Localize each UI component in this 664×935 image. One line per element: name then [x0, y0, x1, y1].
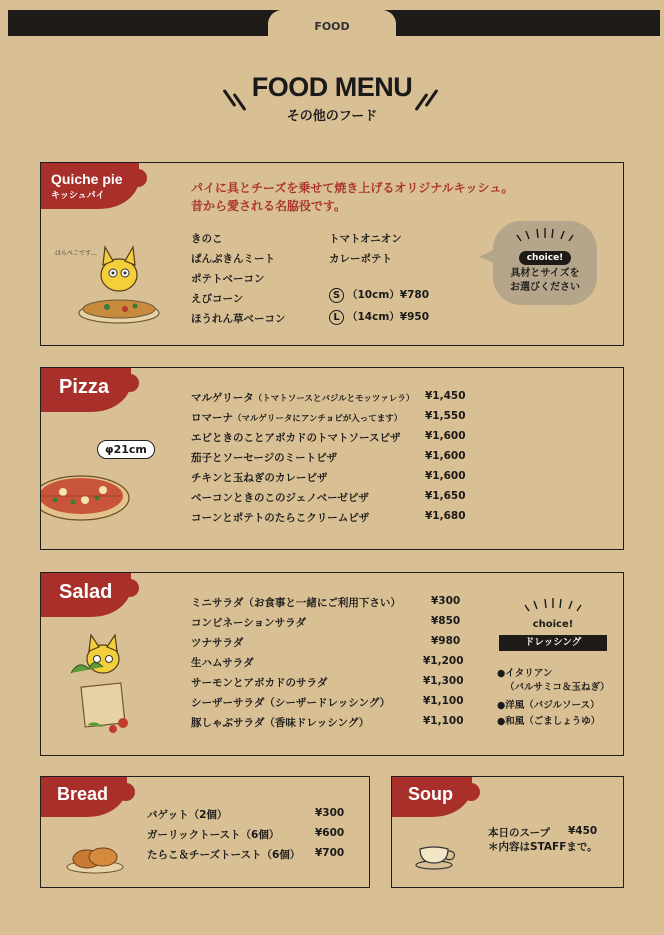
sparkle-lines-icon: [523, 597, 583, 613]
quiche-sketch-note: はらぺこです…: [55, 250, 98, 257]
quiche-size-s: [329, 287, 429, 303]
quiche-choice-bubble: [493, 221, 597, 305]
quiche-item: きのこ: [191, 233, 223, 245]
salad-badge: Salad: [41, 573, 131, 617]
salad-cat-illustration: [57, 633, 157, 743]
pizza-item: エビときのことアボカドのトマトソースピザ: [191, 432, 401, 444]
menu-title-block: [200, 72, 464, 132]
salad-item-price: ¥1,200: [423, 655, 464, 667]
salad-dressing-label: ドレッシング: [499, 635, 607, 651]
bread-item: たらこ＆チーズトースト（6個）: [147, 849, 301, 861]
salad-panel: [40, 572, 624, 756]
salad-item: コンビネーションサラダ: [191, 617, 306, 629]
quiche-item: えびコーン: [191, 293, 244, 305]
bread-item: バゲット（2個）: [147, 809, 228, 821]
salad-item-price: ¥1,100: [423, 695, 464, 707]
size-s-circle-icon: S: [329, 288, 344, 303]
salad-item-price: ¥980: [431, 635, 461, 647]
dressing-option: ●和風（ごましょうゆ）: [497, 716, 601, 727]
pizza-item: ベーコンときのこのジェノベーゼピザ: [191, 492, 369, 504]
soup-cup-icon: [414, 839, 460, 871]
pizza-illustration: [41, 464, 133, 528]
salad-item-price: ¥1,300: [423, 675, 464, 687]
salad-item: 生ハムサラダ: [191, 657, 254, 669]
bread-badge: Bread: [41, 777, 127, 817]
salad-item-price: ¥850: [431, 615, 461, 627]
pizza-item: [191, 390, 414, 405]
bread-panel: [40, 776, 370, 888]
size-l-circle-icon: L: [329, 310, 344, 325]
quiche-size-l: [329, 309, 429, 325]
salad-item-price: ¥1,100: [423, 715, 464, 727]
quiche-desc-1: パイに具とチーズを乗せて焼き上げるオリジナルキッシュ。: [191, 181, 514, 195]
pizza-panel: [40, 367, 624, 550]
page-subtitle: その他のフード: [286, 109, 378, 124]
quiche-item: ぱんぷきんミート: [191, 253, 275, 265]
pizza-item: [191, 410, 402, 425]
salad-item: シーザーサラダ（シーザードレッシング）: [191, 697, 391, 709]
salad-choice-label: choice!: [532, 619, 574, 630]
pizza-item-name: ロマーナ: [191, 412, 233, 424]
soup-panel: [391, 776, 624, 888]
quiche-item: トマトオニオン: [329, 233, 402, 245]
quiche-desc-2: 昔から愛される名脇役です。: [191, 199, 347, 213]
pizza-badge: Pizza: [41, 368, 131, 412]
salad-item: 豚しゃぶサラダ（香味ドレッシング）: [191, 717, 370, 729]
dressing-option: ●洋風（バジルソース）: [497, 700, 600, 711]
quiche-cat-illustration: [55, 235, 165, 331]
pizza-item-price: ¥1,650: [425, 490, 466, 502]
dressing-option: ●イタリアン: [497, 668, 553, 679]
quiche-item: ほうれん草ベーコン: [191, 313, 286, 325]
bread-illustration: [63, 837, 127, 877]
pizza-item: コーンとポテトのたらこクリームピザ: [191, 512, 370, 524]
quiche-size-l-price: （14cm）¥950: [347, 311, 430, 323]
bread-item-price: ¥600: [315, 827, 345, 839]
dressing-option-note: （バルサミコ＆玉ねぎ）: [505, 682, 610, 693]
pizza-item-price: ¥1,600: [425, 430, 466, 442]
tab-food[interactable]: FOOD: [268, 10, 396, 40]
pizza-item-price: ¥1,450: [425, 390, 466, 402]
sparkle-lines-icon: [515, 227, 575, 243]
soup-item-price: ¥450: [568, 825, 598, 837]
soup-note: ＊内容はSTAFFまで。: [488, 841, 598, 853]
pizza-item-price: ¥1,680: [425, 510, 466, 522]
salad-item-price: ¥300: [431, 595, 461, 607]
quiche-choice-text-1: 具材とサイズを: [510, 268, 580, 279]
pizza-size-bubble: φ21cm: [97, 440, 155, 459]
pizza-item: 茄子とソーセージのミートピザ: [191, 452, 338, 464]
bread-item-price: ¥300: [315, 807, 345, 819]
salad-item: ミニサラダ（お食事と一緒にご利用下さい）: [191, 597, 401, 609]
quiche-badge-ja: キッシュパイ: [51, 190, 105, 200]
quiche-choice-label: choice!: [519, 251, 572, 265]
quiche-item: ポテトベーコン: [191, 273, 265, 285]
quiche-item: カレーポテト: [329, 253, 392, 265]
pizza-item-price: ¥1,550: [425, 410, 466, 422]
pizza-item-price: ¥1,600: [425, 450, 466, 462]
pizza-item-name: マルゲリータ: [191, 392, 254, 404]
salad-item: サーモンとアボカドのサラダ: [191, 677, 328, 689]
pizza-item-note: （トマトソースとバジルとモッツァレラ）: [253, 394, 415, 404]
quiche-badge-en: Quiche pie: [51, 171, 123, 187]
page-title: FOOD MENU: [251, 72, 413, 102]
soup-item-name: 本日のスープ: [488, 827, 550, 839]
quiche-choice-text: [493, 267, 597, 295]
pizza-item-price: ¥1,600: [425, 470, 466, 482]
pizza-item-note: （マルゲリータにアンチョビが入ってます）: [233, 414, 403, 424]
soup-badge: Soup: [392, 777, 472, 817]
quiche-panel: [40, 162, 624, 346]
bread-item: ガーリックトースト（6個）: [147, 829, 280, 841]
bread-item-price: ¥700: [315, 847, 345, 859]
quiche-badge: [41, 163, 139, 209]
salad-item: ツナサラダ: [191, 637, 244, 649]
pizza-item: チキンと玉ねぎのカレーピザ: [191, 472, 328, 484]
quiche-choice-text-2: お選びください: [510, 282, 580, 293]
quiche-size-s-price: （10cm）¥780: [347, 289, 430, 301]
